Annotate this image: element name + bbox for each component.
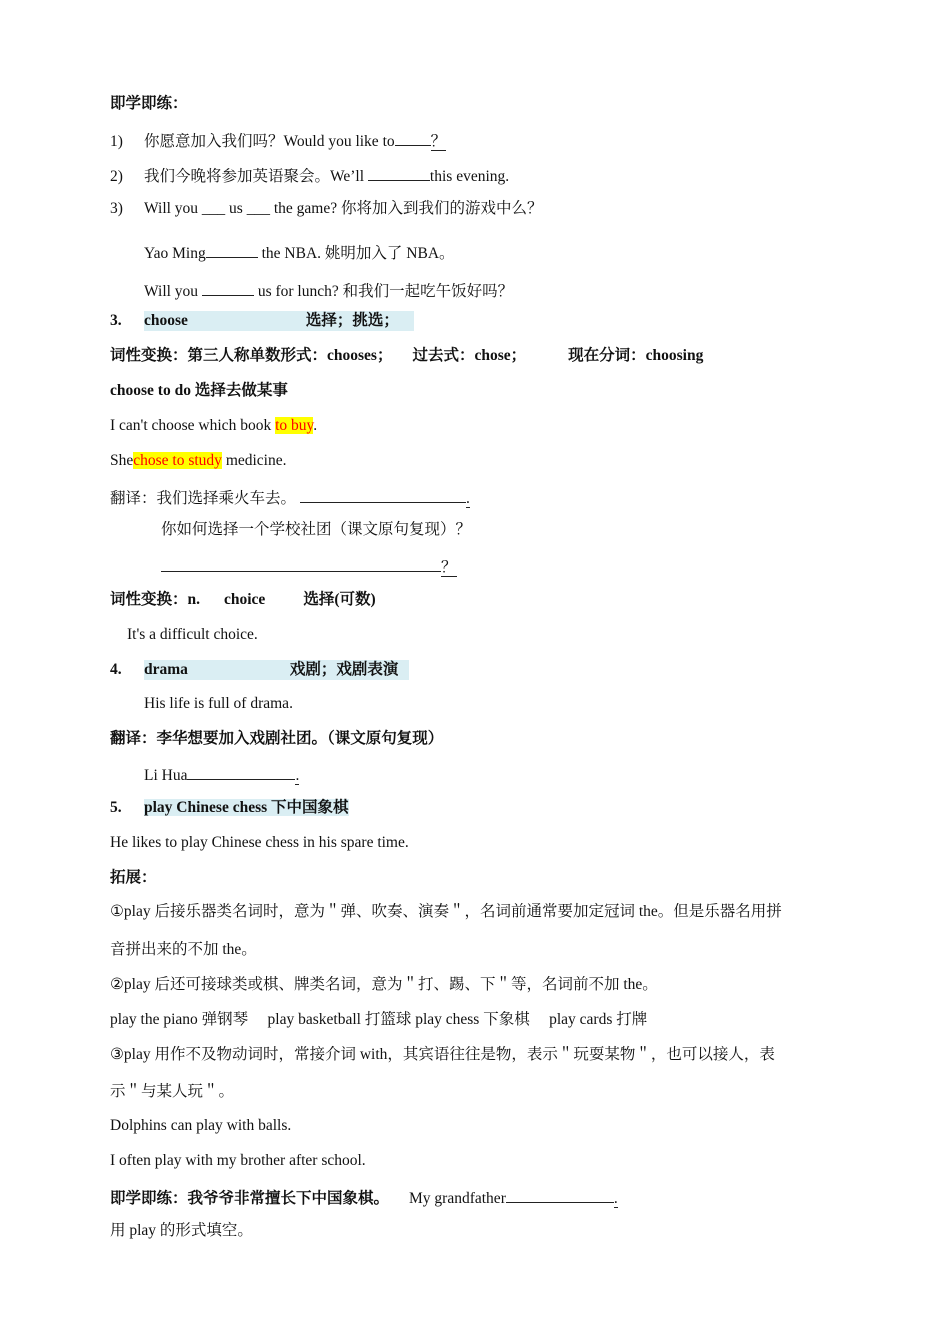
item-tail: ？ — [430, 133, 447, 150]
section-4-heading — [110, 660, 409, 680]
example-text: She — [110, 452, 134, 469]
example-dolphins: Dolphins can play with balls. — [110, 1117, 292, 1134]
translation-tail: . — [466, 490, 470, 507]
item-tail: this evening. — [429, 168, 510, 185]
item-number: 1) — [110, 133, 123, 150]
example-choose-1 — [110, 416, 317, 436]
item-number: 2) — [110, 168, 123, 185]
example-brother: I often play with my brother after school. — [110, 1152, 366, 1169]
vocab-phrase: play Chinese chess 下中国象棋 — [144, 799, 349, 816]
answer-blank[interactable] — [395, 129, 431, 146]
sentence-end: us for lunch? 和我们一起吃午饭好吗？ — [253, 283, 514, 300]
drama-example: His life is full of drama. — [144, 695, 293, 712]
drama-translation-answer — [144, 763, 299, 786]
expand-heading: 拓展： — [110, 869, 157, 886]
example-choose-2 — [110, 451, 287, 471]
item-text: 你愿意加入我们吗？Would you like to — [144, 133, 395, 150]
translation-tail: ？ — [441, 559, 457, 576]
forms-third-person: 词性变换：第三人称单数形式：chooses； — [110, 347, 393, 364]
answer-blank[interactable] — [206, 241, 258, 258]
vocab-meaning: 戏剧；戏剧表演 — [289, 661, 399, 678]
section-number: 5. — [110, 799, 122, 816]
sentence-tail: . — [613, 1190, 618, 1207]
chess-example: He likes to play Chinese chess in his spare time. — [110, 834, 409, 851]
practice-item-1 — [110, 129, 446, 152]
vocab-meaning: 选择；挑选； — [305, 312, 399, 329]
practice-grandfather — [110, 1186, 618, 1209]
item-text: Will you ___ us ___ the game? 你将加入到我们的游戏中么？ — [144, 200, 543, 217]
section-3-heading — [110, 311, 414, 331]
answer-blank[interactable] — [187, 763, 295, 780]
example-text-end: . — [313, 417, 318, 434]
highlight-phrase: to buy — [275, 417, 314, 434]
play-examples: play the piano 弹钢琴 play basketball 打篮球 play chess 下象棋 play cards 打牌 — [110, 1011, 648, 1028]
note-3-line-1: ③play 用作不及物动词时，常接介词 with，其宾语往往是物，表示＂玩耍某物＂，也可以接人，表 — [110, 1046, 775, 1063]
practice-lunch — [144, 279, 513, 302]
section-3-phrase: choose to do 选择去做某事 — [110, 382, 288, 399]
noun-meaning: 选择(可数) — [303, 591, 376, 608]
section-number: 3. — [110, 312, 122, 329]
forms-ing: 现在分词：choosing — [568, 347, 704, 364]
section-3-noun — [110, 590, 376, 610]
forms-past: 过去式：chose； — [412, 347, 527, 364]
item-number: 3) — [110, 200, 123, 217]
answer-blank[interactable] — [368, 164, 430, 181]
practice-prompt: 即学即练：我爷爷非常擅长下中国象棋。 — [110, 1190, 390, 1207]
answer-blank[interactable] — [300, 486, 466, 503]
noun-word: choice — [224, 591, 266, 608]
translation-club-answer — [161, 555, 457, 578]
note-1-line-2: 音拼出来的不加 the。 — [110, 941, 257, 958]
example-text: I can't choose which book — [110, 417, 276, 434]
practice-yao-ming — [144, 241, 455, 264]
sentence-start: My grandfather — [409, 1190, 506, 1207]
note-3-line-2: 示＂与某人玩＂。 — [110, 1083, 235, 1100]
example-text-end: medicine. — [221, 452, 287, 469]
practice-item-2 — [110, 164, 509, 187]
note-2: ②play 后还可接球类或棋、牌类名词，意为＂打、踢、下＂等，名词前不加 the。 — [110, 976, 658, 993]
sentence-start: Yao Ming — [144, 245, 206, 262]
section-number: 4. — [110, 661, 122, 678]
practice-heading: 即学即练： — [110, 95, 188, 112]
fill-instruction: 用 play 的形式填空。 — [110, 1222, 253, 1239]
section-3-forms — [110, 346, 703, 366]
noun-example: It's a difficult choice. — [127, 626, 258, 643]
highlight-phrase: chose to study — [133, 452, 222, 469]
translation-club-prompt: 你如何选择一个学校社团（课文原句复现）？ — [161, 521, 472, 538]
drama-translation-prompt: 翻译：李华想要加入戏剧社团。（课文原句复现） — [110, 730, 444, 747]
translation-prompt: 翻译：我们选择乘火车去。 — [110, 490, 297, 507]
vocab-word: drama — [144, 661, 188, 678]
sentence-end: the NBA. 姚明加入了 NBA。 — [257, 245, 455, 262]
sentence-start: Li Hua — [144, 767, 188, 784]
sentence-start: Will you — [144, 283, 202, 300]
sentence-tail: . — [295, 767, 300, 784]
note-1-line-1: ①play 后接乐器类名词时，意为＂弹、吹奏、演奏＂，名词前通常要加定冠词 the。但是乐器名用拼 — [110, 903, 782, 920]
answer-blank[interactable] — [506, 1186, 614, 1203]
item-text: 我们今晚将参加英语聚会。We’ll — [144, 168, 368, 185]
vocab-word: choose — [144, 312, 188, 329]
section-5-heading — [110, 798, 349, 818]
translation-train — [110, 486, 470, 509]
practice-item-3 — [110, 199, 542, 219]
noun-label: 词性变换：n. — [110, 591, 200, 608]
answer-blank[interactable] — [202, 279, 254, 296]
answer-blank[interactable] — [161, 555, 441, 572]
